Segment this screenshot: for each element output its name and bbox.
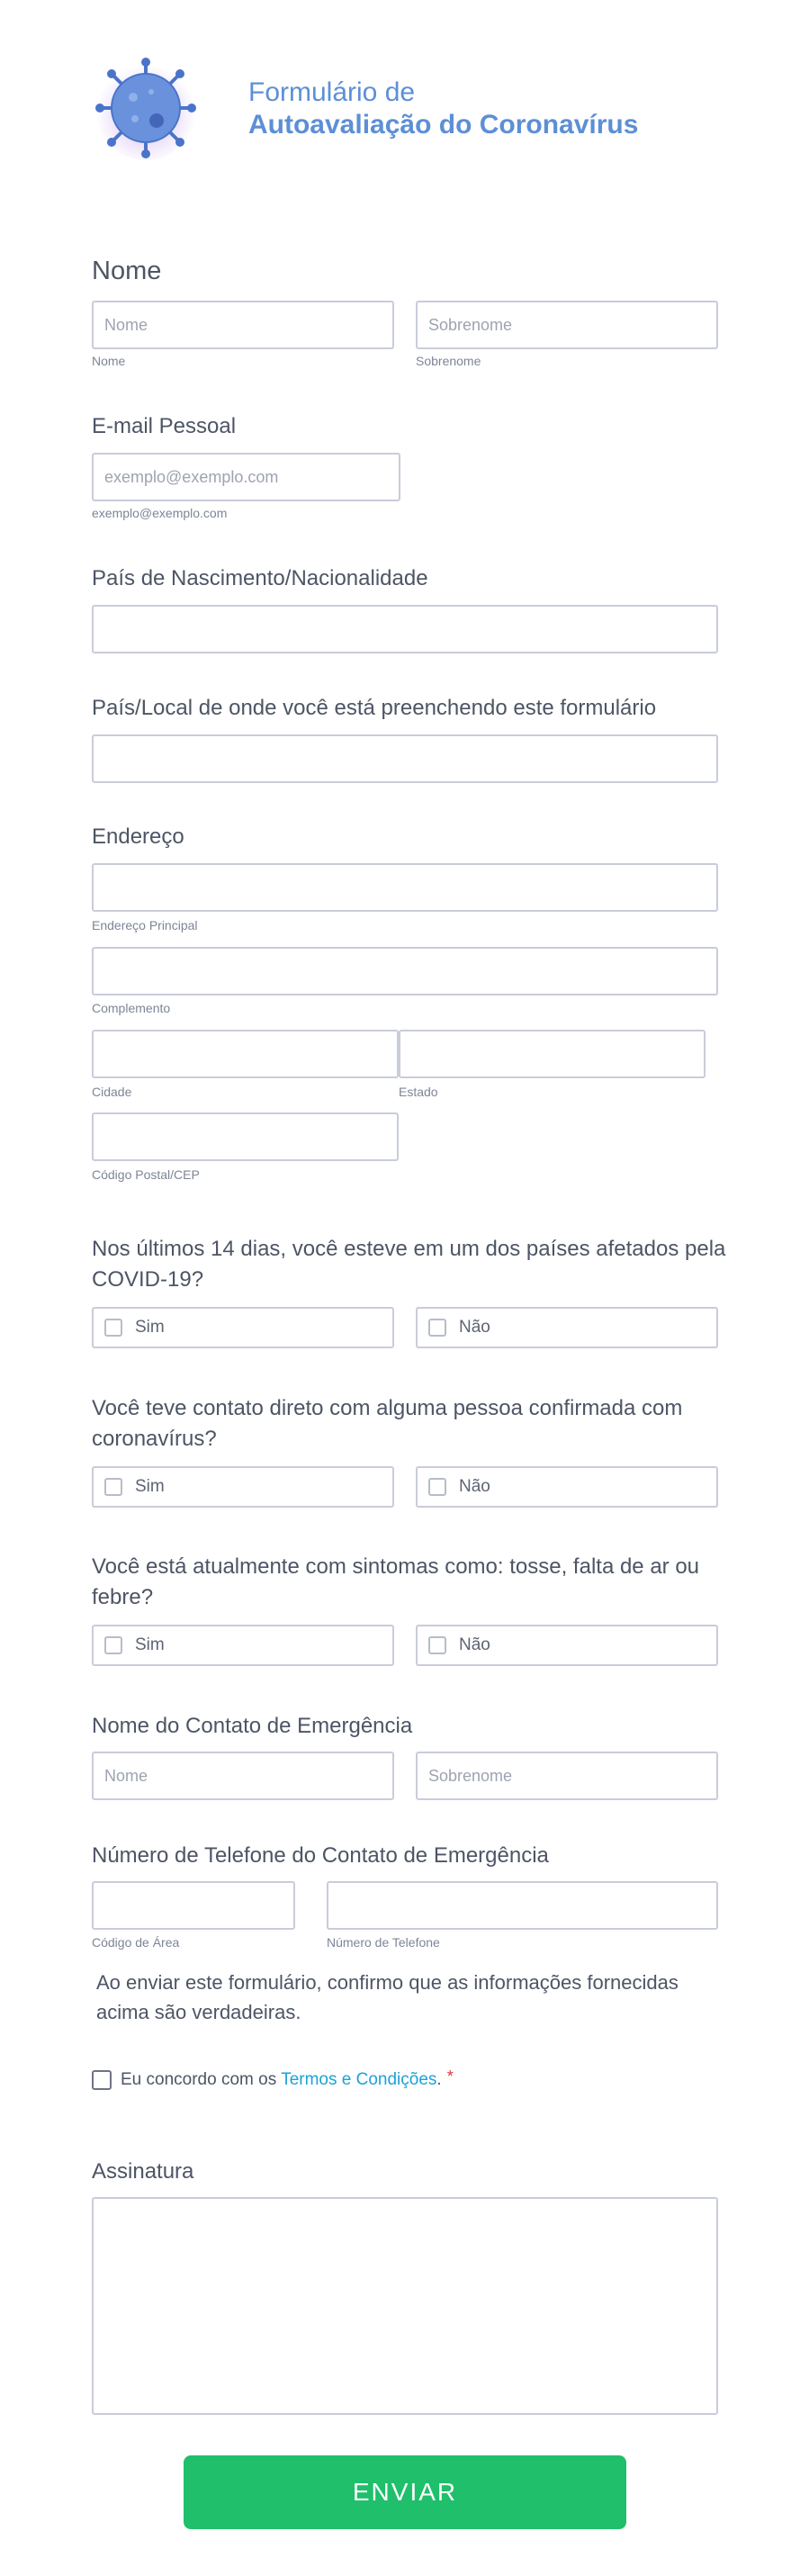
state-sublabel: Estado (399, 1085, 438, 1099)
last-name-placeholder: Sobrenome (428, 315, 513, 334)
travel-yes-option[interactable] (92, 1307, 394, 1348)
checkbox-icon[interactable] (428, 1478, 446, 1496)
contact-no-option[interactable] (416, 1466, 718, 1508)
terms-suffix: . (436, 2070, 442, 2089)
emergency-first-name-placeholder: Nome (104, 1766, 148, 1785)
symptoms-yes-option[interactable] (92, 1625, 394, 1666)
current-location-input[interactable] (92, 734, 718, 783)
header-subtitle: Formulário de (248, 77, 416, 107)
birth-country-input[interactable] (92, 605, 718, 653)
terms-link[interactable]: Termos e Condições (281, 2070, 437, 2089)
area-code-input[interactable] (92, 1881, 295, 1930)
symptoms-no-option[interactable] (416, 1625, 718, 1666)
email-placeholder: exemplo@exemplo.com (104, 467, 279, 486)
street-address-sublabel: Endereço Principal (92, 918, 198, 932)
birth-country-label: País de Nascimento/Nacionalidade (92, 566, 428, 590)
emergency-first-name-input[interactable] (92, 1752, 394, 1800)
city-input[interactable] (92, 1030, 399, 1078)
symptoms-question-line1: Você está atualmente com sintomas como: tosse, falta de ar ou (92, 1554, 700, 1579)
name-label: Nome (92, 257, 162, 285)
symptoms-no-label: Não (459, 1635, 490, 1654)
travel-no-label: Não (459, 1318, 490, 1337)
travel-yes-label: Sim (135, 1318, 165, 1337)
contact-yes-label: Sim (135, 1477, 165, 1496)
checkbox-icon[interactable] (104, 1478, 122, 1496)
terms-agreement (92, 2067, 454, 2090)
email-sublabel: exemplo@exemplo.com (92, 506, 228, 520)
address-line2-sublabel: Complemento (92, 1001, 171, 1015)
travel-question-line1: Nos últimos 14 dias, você esteve em um dos países afetados pela (92, 1237, 726, 1261)
first-name-placeholder: Nome (104, 315, 148, 334)
emergency-name-label: Nome do Contato de Emergência (92, 1714, 413, 1738)
emergency-phone-label: Número de Telefone do Contato de Emergência (92, 1843, 549, 1868)
terms-prefix: Eu concordo com os (121, 2070, 277, 2089)
required-asterisk: * (446, 2067, 454, 2085)
state-input[interactable] (399, 1030, 706, 1078)
checkbox-icon[interactable] (104, 1319, 122, 1337)
street-address-input[interactable] (92, 863, 718, 912)
last-name-input[interactable] (416, 301, 718, 349)
area-code-sublabel: Código de Área (92, 1935, 180, 1950)
contact-yes-option[interactable] (92, 1466, 394, 1508)
travel-question-line2: COVID-19? (92, 1267, 204, 1292)
checkbox-icon[interactable] (104, 1636, 122, 1654)
address-label: Endereço (92, 824, 184, 849)
submit-button[interactable]: ENVIAR (184, 2455, 626, 2529)
first-name-input[interactable] (92, 301, 394, 349)
address-line2-input[interactable] (92, 947, 718, 995)
checkbox-icon[interactable] (428, 1636, 446, 1654)
symptoms-question-line2: febre? (92, 1585, 154, 1609)
zip-input[interactable] (92, 1112, 399, 1161)
emergency-last-name-placeholder: Sobrenome (428, 1766, 513, 1785)
email-label: E-mail Pessoal (92, 414, 237, 438)
emergency-last-name-input[interactable] (416, 1752, 718, 1800)
contact-question-line2: coronavírus? (92, 1427, 217, 1451)
email-input[interactable] (92, 453, 400, 501)
terms-checkbox[interactable] (92, 2070, 112, 2090)
confirmation-line2: acima são verdadeiras. (96, 2001, 301, 2023)
current-location-label: País/Local de onde você está preenchendo este formulário (92, 696, 657, 720)
travel-no-option[interactable] (416, 1307, 718, 1348)
checkbox-icon[interactable] (428, 1319, 446, 1337)
coronavirus-icon (92, 54, 200, 162)
signature-pad[interactable] (92, 2197, 718, 2415)
last-name-sublabel: Sobrenome (416, 354, 481, 368)
symptoms-yes-label: Sim (135, 1635, 165, 1654)
phone-number-sublabel: Número de Telefone (327, 1935, 440, 1950)
contact-no-label: Não (459, 1477, 490, 1496)
confirmation-line1: Ao enviar este formulário, confirmo que as informações fornecidas (96, 1971, 679, 1994)
zip-sublabel: Código Postal/CEP (92, 1167, 200, 1182)
confirmation-text (96, 1968, 708, 2027)
signature-label: Assinatura (92, 2159, 194, 2184)
header-title: Autoavaliação do Coronavírus (248, 110, 639, 140)
city-sublabel: Cidade (92, 1085, 132, 1099)
first-name-sublabel: Nome (92, 354, 126, 368)
contact-question-line1: Você teve contato direto com alguma pessoa confirmada com (92, 1396, 683, 1420)
phone-number-input[interactable] (327, 1881, 718, 1930)
